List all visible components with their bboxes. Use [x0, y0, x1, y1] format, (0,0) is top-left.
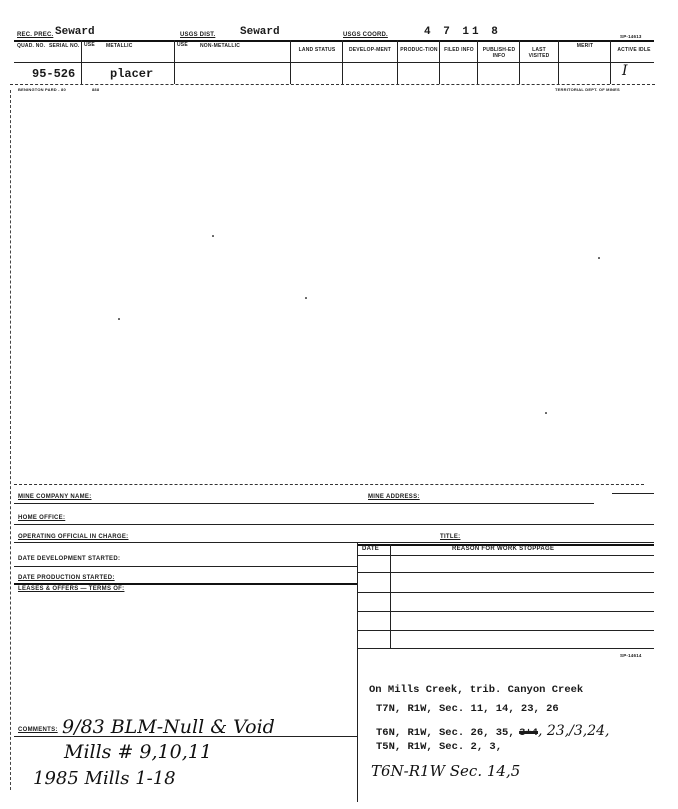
- stoppage-left-edge: [357, 542, 358, 802]
- location-line-3-typed: T6N, R1W, Sec. 26, 35,: [376, 727, 515, 739]
- speck: [598, 257, 600, 259]
- col-published-info: PUBLISH-ED INFO: [482, 47, 516, 59]
- usgs-dist-label: USGS DIST.: [180, 32, 216, 38]
- title-label: TITLE:: [440, 534, 461, 540]
- row-rule: [357, 592, 654, 593]
- form-number-top: SP-14613: [620, 34, 642, 39]
- record-active-idle: I: [622, 63, 628, 79]
- row-rule: [14, 542, 654, 543]
- row-rule: [14, 524, 654, 525]
- mine-company-name-label: MINE COMPANY NAME:: [18, 494, 92, 500]
- comment-line-3: 1985 Mills 1-18: [33, 768, 176, 789]
- home-office-label: HOME OFFICE:: [18, 515, 66, 521]
- col-active-idle: ACTIVE IDLE: [617, 47, 651, 53]
- stoppage-date-header: DATE: [362, 546, 380, 552]
- col-filed-info: FILED INFO: [444, 47, 474, 53]
- row-rule: [357, 648, 654, 649]
- location-line-3-struck: 3+4: [519, 727, 538, 739]
- location-line-3: [376, 722, 610, 740]
- row-rule: [357, 555, 654, 556]
- col-use-1: USE: [84, 42, 95, 48]
- row-rule: [612, 493, 654, 494]
- col-metallic: METALLIC: [106, 43, 133, 49]
- col-use-2: USE: [177, 42, 188, 48]
- col-serial-no: SERIAL NO.: [49, 43, 80, 49]
- row-rule: [14, 583, 357, 585]
- row-rule: [357, 572, 654, 573]
- leases-label: LEASES & OFFERS — TERMS OF:: [18, 586, 125, 592]
- col-land-status: LAND STATUS: [298, 47, 336, 53]
- lower-form-top-rule: [14, 484, 644, 485]
- comments-label: COMMENTS:: [18, 727, 58, 733]
- location-line-1: On Mills Creek, trib. Canyon Creek: [369, 684, 584, 696]
- footer-right: TERRITORIAL DEPT. OF MINES: [555, 87, 620, 92]
- form-number-bottom: SP-14614: [620, 653, 642, 658]
- col-merit: MERIT: [576, 43, 594, 49]
- operating-official-label: OPERATING OFFICIAL IN CHARGE:: [18, 534, 129, 540]
- rec-prec-value: Seward: [55, 26, 95, 38]
- location-line-5-handwritten: T6N-R1W Sec. 14,5: [371, 762, 521, 780]
- speck: [212, 235, 214, 237]
- footer-left-code: 888: [92, 87, 100, 92]
- col-development: DEVELOP-MENT: [348, 47, 392, 53]
- row-rule: [14, 566, 357, 567]
- record-quad-serial: 95-526: [32, 67, 76, 81]
- record-metallic: placer: [110, 67, 154, 81]
- rec-prec-label: REC. PREC.: [17, 32, 54, 38]
- location-line-2: T7N, R1W, Sec. 11, 14, 23, 26: [376, 703, 559, 715]
- col-production: PRODUC-TION: [400, 47, 438, 53]
- speck: [118, 318, 120, 320]
- row-rule: [14, 503, 594, 504]
- mine-address-label: MINE ADDRESS:: [368, 494, 420, 500]
- perforation-edge: [10, 90, 11, 790]
- date-production-label: DATE PRODUCTION STARTED:: [18, 575, 115, 581]
- location-line-3-handwritten: , 23,/3,24,: [537, 723, 610, 739]
- usgs-dist-value: Seward: [240, 26, 280, 38]
- comment-line-2: Mills # 9,10,11: [64, 741, 212, 763]
- speck: [545, 412, 547, 414]
- location-line-4: T5N, R1W, Sec. 2, 3,: [376, 741, 503, 753]
- record-row-rule: [10, 84, 655, 85]
- stoppage-reason-header: REASON FOR WORK STOPPAGE: [452, 546, 555, 552]
- row-rule: [357, 630, 654, 631]
- speck: [305, 297, 307, 299]
- col-last-visited: LAST VISITED: [528, 47, 550, 59]
- footer-left: BENINGTON PARD - 80: [18, 87, 66, 92]
- date-development-label: DATE DEVELOPMENT STARTED:: [18, 556, 121, 562]
- comment-line-1: 9/83 BLM-Null & Void: [62, 716, 275, 738]
- col-non-metallic: NON-METALLIC: [200, 43, 241, 49]
- stoppage-date-divider: [390, 544, 391, 648]
- usgs-coord-label: USGS COORD.: [343, 32, 388, 38]
- col-quad-no: QUAD. NO.: [17, 43, 46, 49]
- usgs-coord-value: 4 7 11 8: [424, 26, 501, 38]
- row-rule: [357, 611, 654, 612]
- column-header-rule: [14, 62, 654, 63]
